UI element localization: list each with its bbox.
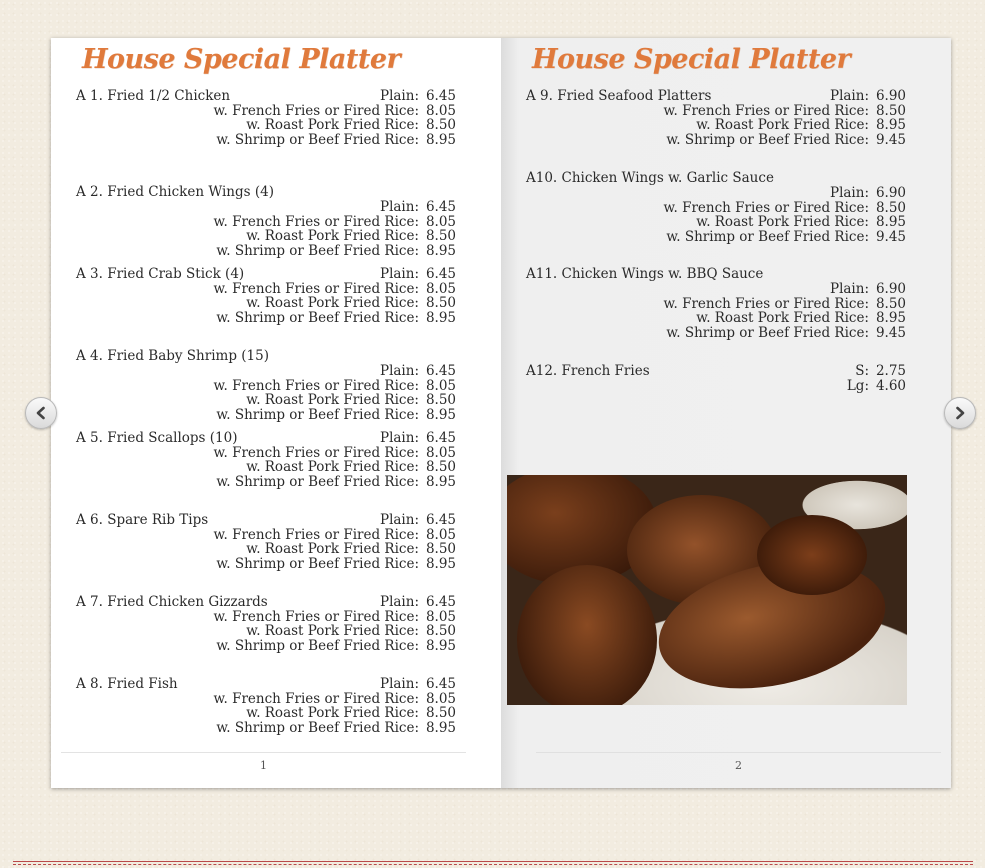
item-name: A11. Chicken Wings w. BBQ Sauce [526,266,764,282]
price-label: Plain: [379,594,419,610]
price-row [526,282,906,297]
price-value: 8.50 [425,228,456,244]
price-row [76,557,456,572]
price-value: 8.95 [425,309,456,326]
price-row [76,118,456,133]
price-row [526,215,906,230]
price-label: w. Roast Pork Fried Rice: [246,623,419,639]
price-label: Plain: [379,430,419,446]
menu-item-a3 [76,267,456,325]
item-name: A 2. Fried Chicken Wings (4) [76,184,274,200]
price-row [76,104,456,119]
price-label: w. Shrimp or Beef Fried Rice: [216,719,419,736]
price-value: 6.45 [425,430,456,446]
price-value: 8.05 [425,690,456,707]
price-value: 8.05 [425,377,456,394]
menu-item-a1 [76,89,456,147]
price-row [76,244,456,259]
price-value: 8.95 [425,406,456,423]
price-label: w. French Fries or Fired Rice: [213,213,419,230]
chevron-left-icon [34,406,48,420]
price-row [76,215,456,230]
price-value: 8.05 [425,102,456,119]
price-label: Plain: [379,363,419,379]
price-label: w. French Fries or Fired Rice: [663,102,869,119]
price-value: 8.50 [425,295,456,311]
price-value: 8.50 [425,705,456,721]
item-name: A 3. Fried Crab Stick (4) [76,266,245,282]
price-value: 2.75 [875,363,906,379]
price-row [76,393,456,408]
price-row [76,624,456,639]
price-row [76,282,456,297]
item-name: A 9. Fried Seafood Platters [526,88,712,104]
price-value: 6.90 [875,88,906,104]
price-value: 6.45 [425,512,456,528]
page-footer-divider [536,752,941,753]
price-value: 6.45 [425,676,456,692]
menu-item-a5 [76,431,456,489]
price-value: 8.95 [425,637,456,654]
menu-item-a12 [526,364,906,393]
price-row [526,201,906,216]
price-label: w. Roast Pork Fried Rice: [246,392,419,408]
price-row [526,297,906,312]
menu-page-2 [501,38,951,788]
price-value: 8.95 [875,117,906,133]
price-label: w. Shrimp or Beef Fried Rice: [216,309,419,326]
price-row [526,118,906,133]
price-value: 8.95 [425,131,456,148]
price-value: 8.50 [425,392,456,408]
price-label: Plain: [379,266,419,282]
price-label: w. French Fries or Fired Rice: [213,690,419,707]
price-value: 8.05 [425,213,456,230]
menu-item-a7 [76,595,456,653]
price-label: w. Shrimp or Beef Fried Rice: [666,228,869,245]
menu-book [51,38,951,788]
price-value: 6.45 [425,266,456,282]
price-row [76,692,456,707]
price-value: 8.50 [875,199,906,216]
price-value: 6.45 [425,199,456,215]
page-footer-divider [61,752,466,753]
price-value: 8.50 [425,541,456,557]
price-row [76,200,456,215]
page-number: 2 [735,759,742,772]
price-label: w. Roast Pork Fried Rice: [246,117,419,133]
price-label: w. Shrimp or Beef Fried Rice: [666,131,869,148]
price-value: 8.05 [425,526,456,543]
price-row [76,639,456,654]
menu-item-a11 [526,267,906,340]
price-value: 6.90 [875,185,906,201]
price-label: w. Shrimp or Beef Fried Rice: [666,324,869,341]
page-title: House Special Platter [82,44,401,75]
menu-item-a10 [526,171,906,244]
price-label: w. Roast Pork Fried Rice: [246,295,419,311]
price-row [76,460,456,475]
price-row [76,364,456,379]
chicken-wings-photo [507,475,907,705]
price-label: Lg: [846,377,869,394]
price-value: 8.95 [425,242,456,259]
item-name: A 6. Spare Rib Tips [76,512,209,528]
price-value: 8.95 [425,719,456,736]
price-value: 9.45 [875,324,906,341]
price-label: Plain: [379,199,419,215]
price-label: Plain: [379,676,419,692]
price-label: w. Roast Pork Fried Rice: [696,117,869,133]
prev-page-button[interactable] [25,397,57,429]
price-label: Plain: [379,512,419,528]
price-value: 8.50 [425,459,456,475]
price-value: 8.05 [425,444,456,461]
next-page-button[interactable] [944,397,976,429]
item-name: A 7. Fried Chicken Gizzards [76,594,268,610]
menu-item-a6 [76,513,456,571]
price-row [76,379,456,394]
price-value: 6.90 [875,281,906,297]
menu-page-1 [51,38,501,788]
price-value: 8.05 [425,608,456,625]
price-row [526,326,906,341]
price-row [526,379,906,394]
price-label: w. French Fries or Fired Rice: [213,102,419,119]
price-value: 8.95 [875,214,906,230]
price-row [76,610,456,625]
price-label: w. Roast Pork Fried Rice: [246,459,419,475]
price-label: w. Roast Pork Fried Rice: [696,310,869,326]
price-row [76,706,456,721]
price-label: w. French Fries or Fired Rice: [213,444,419,461]
price-row [526,230,906,245]
price-label: w. Roast Pork Fried Rice: [696,214,869,230]
price-value: 8.05 [425,280,456,297]
item-name: A 4. Fried Baby Shrimp (15) [76,348,269,364]
footer-divider [13,861,973,865]
price-value: 8.50 [875,102,906,119]
price-label: w. Roast Pork Fried Rice: [246,541,419,557]
price-label: w. Shrimp or Beef Fried Rice: [216,555,419,572]
price-row [76,721,456,736]
price-value: 6.45 [425,88,456,104]
menu-item-a2 [76,185,456,258]
price-row [526,186,906,201]
price-label: Plain: [829,185,869,201]
price-label: w. French Fries or Fired Rice: [663,199,869,216]
price-row [76,528,456,543]
price-label: w. French Fries or Fired Rice: [213,526,419,543]
price-row [526,133,906,148]
price-label: w. Shrimp or Beef Fried Rice: [216,242,419,259]
item-name: A12. French Fries [526,363,650,379]
price-label: w. Shrimp or Beef Fried Rice: [216,406,419,423]
price-value: 6.45 [425,363,456,379]
price-label: Plain: [829,281,869,297]
price-value: 8.50 [425,623,456,639]
price-row [76,475,456,490]
price-row [76,408,456,423]
price-value: 9.45 [875,228,906,245]
price-label: w. French Fries or Fired Rice: [213,280,419,297]
price-label: w. Roast Pork Fried Rice: [246,228,419,244]
price-label: Plain: [379,88,419,104]
item-name: A 5. Fried Scallops (10) [76,430,238,446]
price-row [76,446,456,461]
item-name: A10. Chicken Wings w. Garlic Sauce [526,170,774,186]
price-row [76,311,456,326]
menu-item-a4 [76,349,456,422]
price-value: 8.95 [425,555,456,572]
item-name: A 8. Fried Fish [76,676,178,692]
item-name: A 1. Fried 1/2 Chicken [76,88,231,104]
price-row [76,296,456,311]
price-value: 9.45 [875,131,906,148]
price-row [76,229,456,244]
price-value: 6.45 [425,594,456,610]
price-row [76,542,456,557]
price-label: w. Roast Pork Fried Rice: [246,705,419,721]
menu-item-a9 [526,89,906,147]
page-title: House Special Platter [532,44,851,75]
menu-item-a8 [76,677,456,735]
price-label: w. French Fries or Fired Rice: [213,608,419,625]
price-row [76,133,456,148]
price-row [526,104,906,119]
price-value: 8.95 [425,473,456,490]
price-row [526,311,906,326]
page-number: 1 [260,759,267,772]
price-label: w. Shrimp or Beef Fried Rice: [216,637,419,654]
price-label: w. Shrimp or Beef Fried Rice: [216,131,419,148]
chevron-right-icon [953,406,967,420]
price-label: w. French Fries or Fired Rice: [213,377,419,394]
price-label: w. Shrimp or Beef Fried Rice: [216,473,419,490]
price-value: 4.60 [875,377,906,394]
price-label: Plain: [829,88,869,104]
price-value: 8.50 [875,295,906,312]
price-label: w. French Fries or Fired Rice: [663,295,869,312]
price-label: S: [855,363,869,379]
price-value: 8.95 [875,310,906,326]
price-value: 8.50 [425,117,456,133]
